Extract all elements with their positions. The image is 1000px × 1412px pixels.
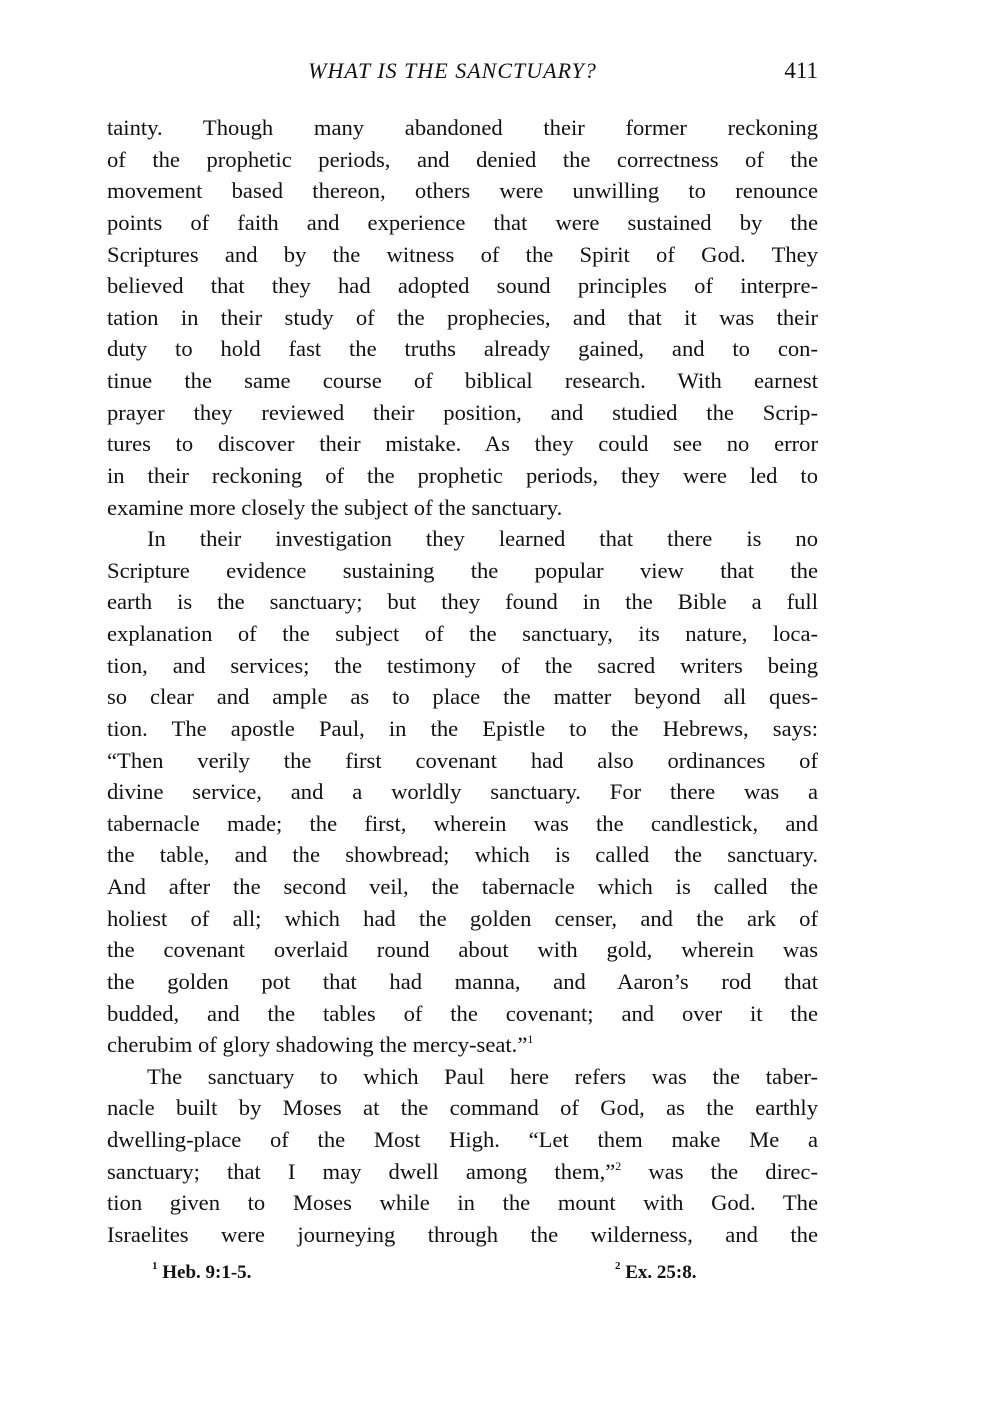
line-text: holiest of all; which had the golden censer, and the ark of [107, 905, 818, 931]
text-line [107, 1124, 818, 1156]
line-text: the table, and the showbread; which is called the sanctuary. [107, 842, 818, 868]
text-line [107, 934, 818, 966]
line-text: The sanctuary to which Paul here refers was the taber- [147, 1063, 818, 1089]
line-text: budded, and the tables of the covenant; and over it the [107, 1000, 818, 1026]
line-text: earth is the sanctuary; but they found in the Bible a full [107, 589, 818, 615]
text-line [107, 966, 818, 998]
text-line [107, 776, 818, 808]
footnote-text: Ex. 25:8. [625, 1262, 697, 1283]
line-text: so clear and ample as to place the matter beyond all ques- [107, 684, 818, 710]
footnote-reference: 1 [527, 1032, 534, 1047]
footnote-2 [615, 1262, 697, 1284]
text-line [107, 650, 818, 682]
text-line [107, 903, 818, 935]
line-text: Scriptures and by the witness of the Spirit of God. They [107, 241, 818, 267]
text-line [107, 713, 818, 745]
footnote-mark: 2 [615, 1260, 621, 1272]
text-line [107, 239, 818, 271]
text-line [107, 681, 818, 713]
line-text: cherubim of glory shadowing the mercy-seat.” [107, 1032, 528, 1058]
text-line [107, 270, 818, 302]
line-text: explanation of the subject of the sanctuary, its nature, loca- [107, 621, 818, 646]
text-line [107, 1219, 818, 1251]
line-text: tinue the same course of biblical research. With earnest [107, 368, 818, 393]
line-text: tion given to Moses while in the mount with God. The [107, 1190, 818, 1216]
line-text: examine more closely the subject of the sanctuary. [107, 494, 563, 520]
line-text: prayer they reviewed their position, and studied the Scrip- [107, 399, 818, 425]
running-header [107, 58, 818, 92]
text-line [107, 808, 818, 840]
line-text: tabernacle made; the first, wherein was the candlestick, and [107, 810, 818, 836]
line-text: the golden pot that had manna, and Aaron’s rod that [107, 968, 818, 994]
line-text: Israelites were journeying through the wilderness, and the [107, 1221, 818, 1247]
footnote-mark: 1 [152, 1260, 158, 1272]
line-text: points of faith and experience that were sustained by the [107, 209, 818, 235]
text-line [107, 1187, 818, 1219]
running-title: WHAT IS THE SANCTUARY? [308, 58, 597, 83]
text-line [107, 1092, 818, 1124]
text-line [107, 871, 818, 903]
text-line [107, 460, 818, 492]
line-text: Scripture evidence sustaining the popular view that the [107, 557, 818, 583]
line-text: And after the second veil, the tabernacle which is called the [107, 874, 818, 899]
text-line [107, 523, 818, 555]
text-line [107, 207, 818, 239]
line-text: dwelling-place of the Most High. “Let them make Me a [107, 1127, 818, 1152]
text-line [107, 998, 818, 1030]
line-text: duty to hold fast the truths already gained, and to con- [107, 336, 818, 362]
text-line [107, 745, 818, 777]
body-text [107, 112, 818, 1251]
page-number: 411 [784, 58, 818, 83]
line-text: tion. The apostle Paul, in the Epistle to the Hebrews, says: [107, 715, 818, 741]
text-line [107, 839, 818, 871]
line-text: believed that they had adopted sound principles of interpre- [107, 273, 818, 299]
line-text: “Then verily the first covenant had also ordinances of [107, 747, 818, 773]
text-line [107, 397, 818, 429]
line-text: divine service, and a worldly sanctuary. For there was a [107, 779, 818, 805]
text-line [107, 144, 818, 176]
line-text: the covenant overlaid round about with gold, wherein was [107, 937, 818, 963]
text-line [107, 365, 818, 397]
footnote-reference: 2 [615, 1158, 622, 1173]
text-line [107, 112, 818, 144]
line-text: tion, and services; the testimony of the sacred writers being [107, 652, 818, 678]
line-text: tures to discover their mistake. As they could see no error [107, 431, 818, 457]
text-line [107, 1029, 818, 1061]
text-line [107, 492, 818, 524]
text-line [107, 1061, 818, 1093]
line-text: of the prophetic periods, and denied the correctness of the [107, 146, 818, 172]
line-text-continued: was the direc- [621, 1158, 818, 1184]
text-line [107, 428, 818, 460]
line-text: tation in their study of the prophecies, and that it was their [107, 304, 818, 330]
text-line [107, 175, 818, 207]
text-line [107, 333, 818, 365]
footnote-text: Heb. 9:1-5. [162, 1262, 252, 1283]
line-text: movement based thereon, others were unwilling to renounce [107, 178, 818, 204]
line-text: In their investigation they learned that there is no [147, 526, 818, 552]
text-line [107, 555, 818, 587]
line-text: sanctuary; that I may dwell among them,” [107, 1158, 616, 1184]
line-text: nacle built by Moses at the command of God, as the earthly [107, 1095, 818, 1121]
text-line [107, 302, 818, 334]
footnote-1 [152, 1262, 251, 1284]
text-line [107, 586, 818, 618]
text-line [107, 618, 818, 650]
text-line [107, 1156, 818, 1188]
line-text: tainty. Though many abandoned their former reckoning [107, 115, 818, 140]
line-text: in their reckoning of the prophetic periods, they were led to [107, 462, 818, 488]
